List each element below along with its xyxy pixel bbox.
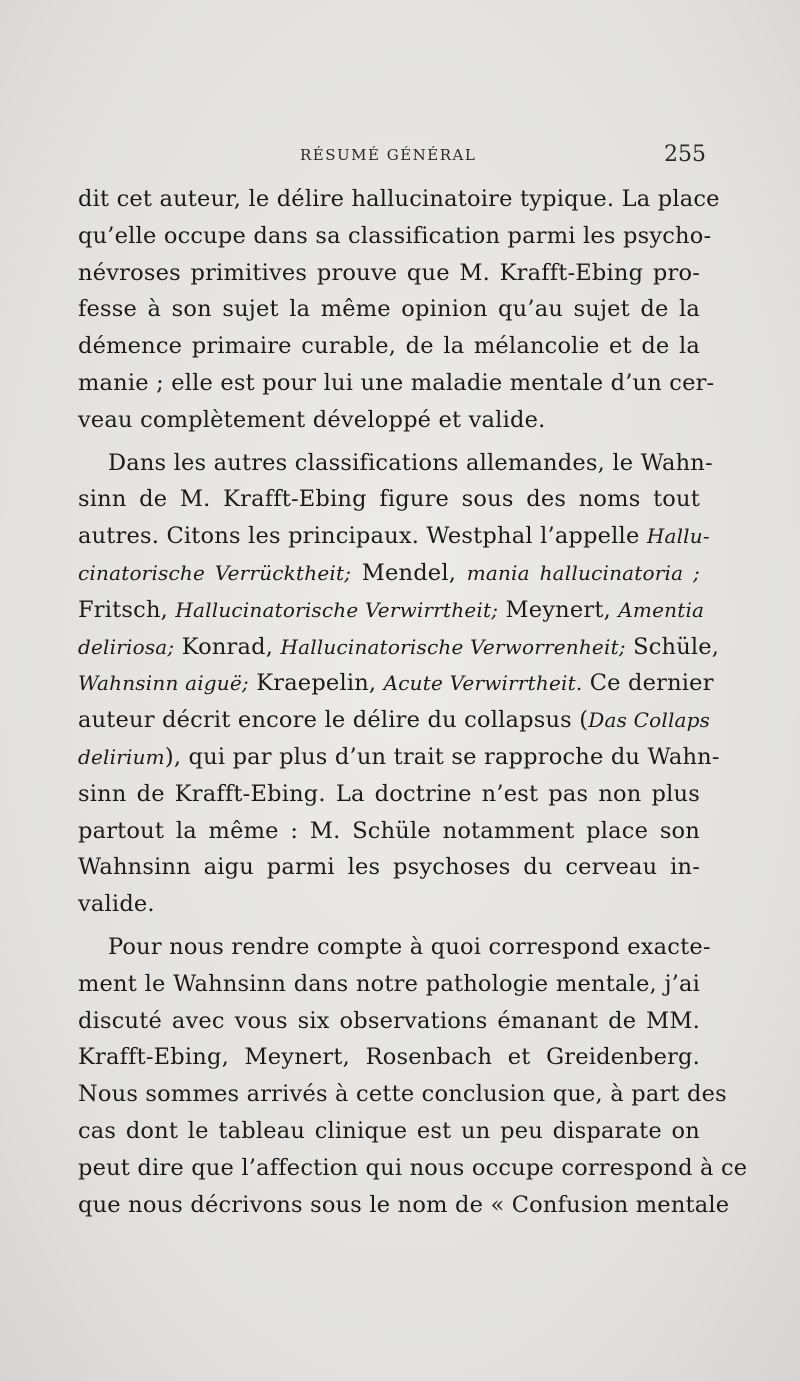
text-line xyxy=(78,255,700,292)
text-line xyxy=(78,328,700,365)
text-line xyxy=(78,445,713,482)
text-line xyxy=(78,181,720,218)
text-line xyxy=(78,481,700,518)
page-number: 255 xyxy=(664,142,706,167)
italic-text: Hallucinatorische Verwirrtheit; xyxy=(175,597,499,622)
text-line xyxy=(78,1150,748,1187)
text-segment: Schüle, xyxy=(625,633,720,660)
text-segment: Kraepelin, xyxy=(248,670,384,697)
italic-text: Amentia xyxy=(618,597,705,622)
body-text xyxy=(78,181,748,1223)
text-segment: auteur décrit encore le délire du collapsus ( xyxy=(78,707,589,734)
text-segment: veau complètement développé et valide. xyxy=(78,406,546,433)
text-segment: Ce dernier xyxy=(582,670,714,697)
text-segment: Mendel, xyxy=(351,559,467,586)
text-line xyxy=(78,776,700,813)
text-segment: manie ; elle est pour lui une maladie mentale d’un cer- xyxy=(78,369,715,396)
text-segment: valide. xyxy=(78,891,155,918)
text-segment: Konrad, xyxy=(174,633,281,660)
italic-text: deliriosa; xyxy=(78,634,175,659)
text-line xyxy=(78,518,710,555)
italic-text: Acute Verwirrtheit. xyxy=(383,671,583,696)
text-segment: Fritsch, xyxy=(78,596,176,623)
text-segment: fesse à son sujet la même opinion qu’au sujet de la xyxy=(78,296,700,323)
paragraph xyxy=(78,445,720,923)
text-segment: démence primaire curable, de la mélancolie et de la xyxy=(78,333,700,360)
text-line xyxy=(78,629,720,666)
text-segment: autres. Citons les principaux. Westphal l’appelle xyxy=(78,523,647,550)
text-line xyxy=(78,1003,700,1040)
text-segment: Nous sommes arrivés à cette conclusion que, à part des xyxy=(78,1081,727,1108)
text-line xyxy=(78,1076,727,1113)
text-line xyxy=(78,291,700,328)
text-segment: dit cet auteur, le délire hallucinatoire typique. La place xyxy=(78,186,720,212)
running-title: RÉSUMÉ GÉNÉRAL xyxy=(300,146,477,164)
text-segment: discuté avec vous six observations émanant de MM. xyxy=(78,1007,700,1034)
text-line xyxy=(78,849,700,886)
text-line xyxy=(78,702,711,739)
text-segment: Meynert, xyxy=(498,596,619,623)
italic-text: Das Collaps xyxy=(588,708,711,733)
text-line xyxy=(78,1113,700,1150)
text-segment: ment le Wahnsinn dans notre pathologie mentale, j’ai xyxy=(78,970,700,997)
italic-text: Hallu- xyxy=(646,524,710,549)
italic-text: mania hallucinatoria ; xyxy=(466,560,700,585)
text-line xyxy=(78,813,700,850)
text-segment: que nous décrivons sous le nom de « Confusion mentale xyxy=(78,1191,730,1218)
text-line xyxy=(78,218,712,255)
text-segment: peut dire que l’affection qui nous occupe correspond à ce xyxy=(78,1154,748,1181)
text-line xyxy=(78,966,700,1003)
text-segment: ), qui par plus d’un trait se rapproche du Wahn- xyxy=(164,743,720,770)
text-segment: qu’elle occupe dans sa classification parmi les psycho- xyxy=(78,222,712,249)
text-segment: névroses primitives prouve que M. Krafft-Ebing pro- xyxy=(78,259,700,286)
text-segment: Wahnsinn aigu parmi les psychoses du cerveau in- xyxy=(78,854,700,881)
text-line xyxy=(78,402,700,439)
text-segment: Krafft-Ebing, Meynert, Rosenbach et Greidenberg. xyxy=(78,1044,700,1071)
page-header xyxy=(88,140,706,170)
text-line xyxy=(78,555,700,592)
text-segment: sinn de M. Krafft-Ebing figure sous des noms tout xyxy=(78,486,700,513)
text-segment: Dans les autres classifications allemandes, le Wahn- xyxy=(108,449,713,476)
text-segment: partout la même : M. Schüle notamment place son xyxy=(78,817,700,844)
italic-text: Wahnsinn aiguë; xyxy=(78,671,249,696)
text-line xyxy=(78,592,705,629)
text-line xyxy=(78,665,714,702)
text-line xyxy=(78,1039,700,1076)
text-line xyxy=(78,739,720,776)
text-line xyxy=(78,929,711,966)
italic-text: Hallucinatorische Verworrenheit; xyxy=(280,634,626,659)
text-line xyxy=(78,365,715,402)
paragraph xyxy=(78,929,748,1223)
paragraph xyxy=(78,181,720,439)
text-segment: sinn de Krafft-Ebing. La doctrine n’est pas non plus xyxy=(78,780,700,807)
text-segment: cas dont le tableau clinique est un peu disparate on xyxy=(78,1117,700,1144)
text-line xyxy=(78,1187,730,1224)
text-line xyxy=(78,886,700,923)
italic-text: cinatorische Verrücktheit; xyxy=(78,560,352,585)
italic-text: delirium xyxy=(78,744,165,769)
text-segment: Pour nous rendre compte à quoi correspond exacte- xyxy=(108,933,711,960)
